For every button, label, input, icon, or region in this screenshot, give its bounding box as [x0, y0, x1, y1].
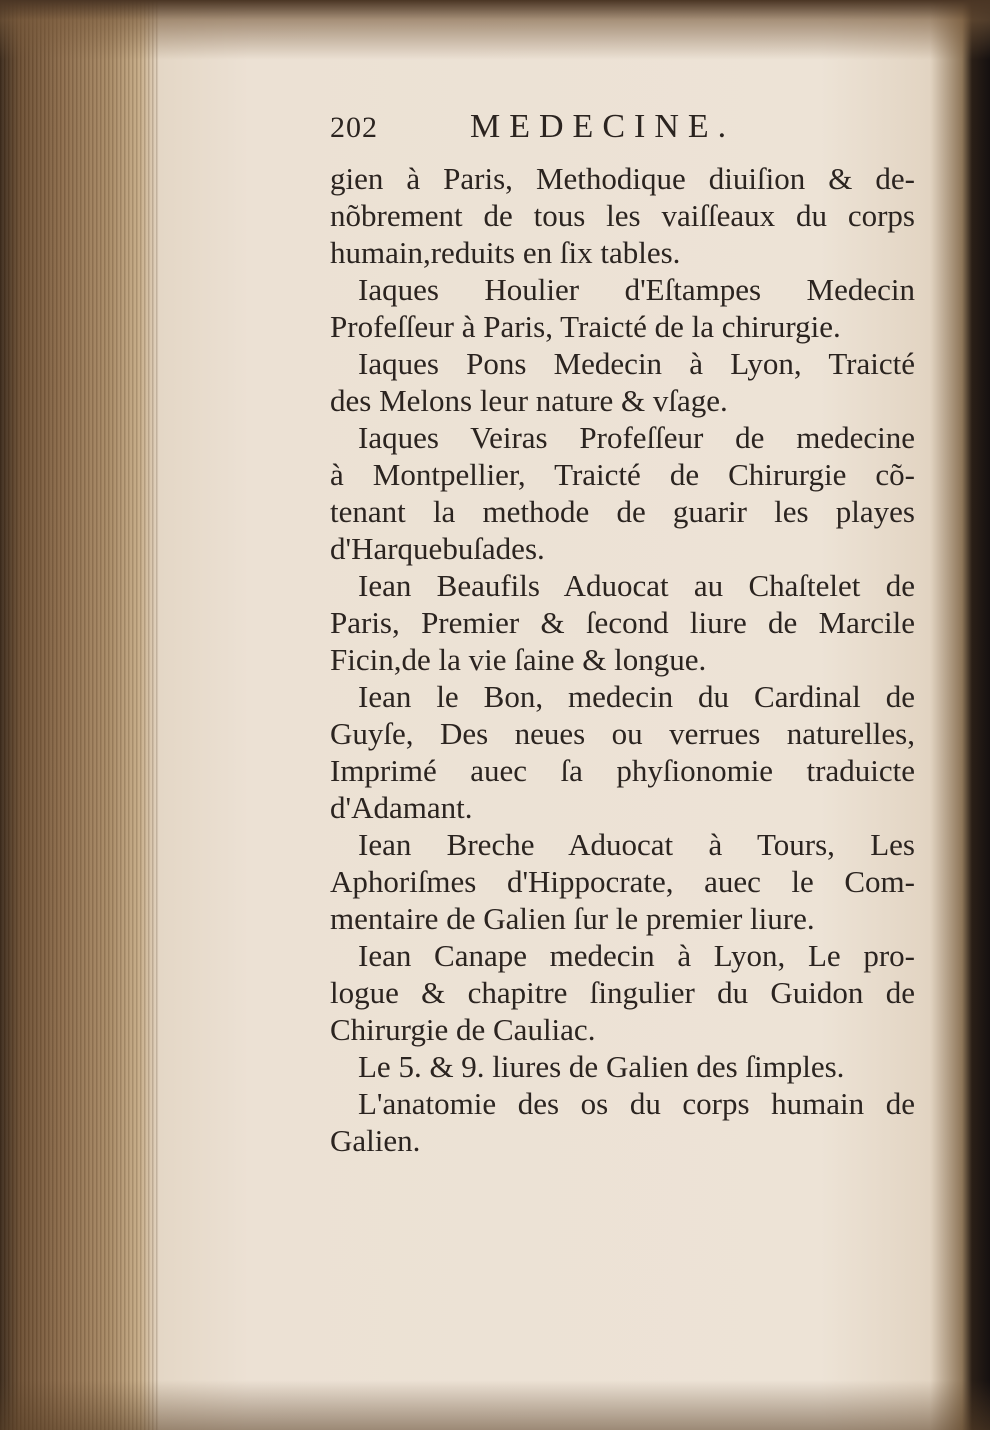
- entry-start-line: Le 5. & 9. liures de Galien des ſimples.: [358, 1049, 845, 1084]
- text-line: gien à Paris, Methodique diuiſion & de-: [330, 161, 915, 196]
- page-title: MEDECINE.: [470, 108, 736, 145]
- entry-start-line: Iaques Houlier d'Eſtampes Medecin: [358, 272, 915, 307]
- text-line: d'Harquebuſades.: [330, 531, 545, 566]
- text-line: logue & chapitre ſingulier du Guidon de: [330, 975, 915, 1010]
- text-line: tenant la methode de guarir les playes: [330, 494, 915, 529]
- text-line: nõbrement de tous les vaiſſeaux du corps: [330, 198, 915, 233]
- text-line: Guyſe, Des neues ou verrues naturelles,: [330, 716, 915, 751]
- text-line: mentaire de Galien ſur le premier liure.: [330, 901, 815, 936]
- page-number: 202: [330, 111, 378, 144]
- book-edge: [0, 0, 160, 1430]
- text-line: humain,reduits en ſix tables.: [330, 235, 681, 270]
- entry-start-line: Iean Breche Aduocat à Tours, Les: [358, 827, 915, 862]
- text-line: Ficin,de la vie ſaine & longue.: [330, 642, 707, 677]
- entry-start-line: Iean Beaufils Aduocat au Chaſtelet de: [358, 568, 915, 603]
- text-line: Profeſſeur à Paris, Traicté de la chirurgie.: [330, 309, 841, 344]
- text-line: Imprimé auec ſa phyſionomie traduicte: [330, 753, 915, 788]
- running-head: [330, 108, 915, 160]
- page-text: [330, 108, 915, 1159]
- text-line: Paris, Premier & ſecond liure de Marcile: [330, 605, 915, 640]
- entry-start-line: Iean Canape medecin à Lyon, Le pro-: [358, 938, 915, 973]
- text-line: Aphoriſmes d'Hippocrate, auec le Com-: [330, 864, 915, 899]
- entry-start-line: L'anatomie des os du corps humain de: [358, 1086, 915, 1121]
- entry-start-line: Iaques Veiras Profeſſeur de medecine: [358, 420, 915, 455]
- text-line: des Melons leur nature & vſage.: [330, 383, 728, 418]
- top-shadow: [0, 0, 990, 60]
- entry-start-line: Iean le Bon, medecin du Cardinal de: [358, 679, 915, 714]
- text-line: d'Adamant.: [330, 790, 473, 825]
- text-line: Galien.: [330, 1123, 421, 1158]
- bottom-shadow: [0, 1380, 990, 1430]
- text-line: Chirurgie de Cauliac.: [330, 1012, 596, 1047]
- text-line: à Montpellier, Traicté de Chirurgie cõ-: [330, 457, 915, 492]
- entry-start-line: Iaques Pons Medecin à Lyon, Traicté: [358, 346, 915, 381]
